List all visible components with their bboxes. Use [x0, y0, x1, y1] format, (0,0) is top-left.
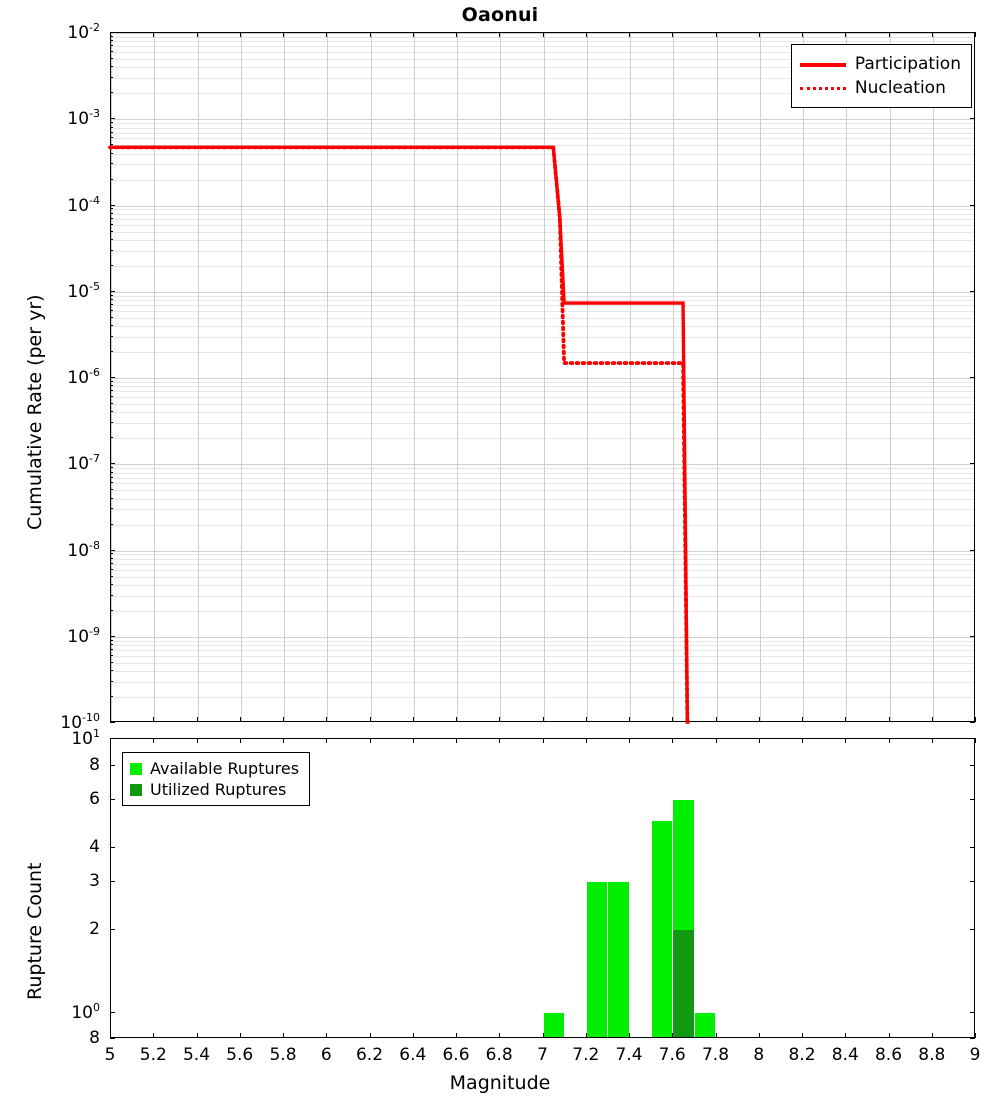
x-tick — [845, 32, 846, 37]
x-tick — [802, 738, 803, 743]
y-ticklabel: $10^{-7}$ — [67, 452, 100, 475]
x-tick — [759, 717, 760, 722]
x-tick — [240, 1033, 241, 1038]
x-tick — [932, 717, 933, 722]
y-ticklabel: $10^0$ — [71, 1000, 100, 1023]
x-ticklabel: 9 — [969, 1045, 981, 1065]
x-tick — [283, 738, 284, 743]
x-tick — [845, 717, 846, 722]
x-ticklabel: 6.2 — [355, 1045, 384, 1065]
color-swatch-icon — [130, 784, 142, 796]
x-tick — [110, 738, 111, 743]
bar-available-ruptures — [695, 1013, 716, 1039]
legend-item — [800, 76, 961, 100]
x-tick — [326, 738, 327, 743]
x-tick — [716, 32, 717, 37]
y-tick-major — [110, 1012, 115, 1013]
bar-available-ruptures — [587, 882, 608, 1038]
x-tick — [153, 738, 154, 743]
x-tick — [326, 717, 327, 722]
x-tick — [326, 32, 327, 37]
y-ticklabel: $10^1$ — [71, 727, 100, 749]
x-ticklabel: 7.8 — [701, 1045, 730, 1065]
x-ticklabel: 7 — [537, 1045, 548, 1065]
x-ticklabel: 8 — [753, 1045, 765, 1065]
y-tick-major — [110, 929, 115, 930]
y-ticklabel: 8 — [89, 754, 100, 775]
x-tick — [629, 32, 630, 37]
x-tick — [413, 1033, 414, 1038]
y-ticklabel: $10^{-5}$ — [67, 279, 100, 302]
legend-item-label: Available Ruptures — [150, 759, 300, 778]
bar-available-ruptures — [544, 1013, 565, 1039]
legend-rupture — [122, 752, 310, 806]
y-tick-major — [970, 1012, 975, 1013]
x-tick — [975, 1033, 976, 1038]
x-tick — [413, 32, 414, 37]
y-ticklabel: 8 — [89, 1028, 100, 1048]
x-tick — [197, 32, 198, 37]
y-tick-major — [970, 847, 975, 848]
x-tick — [932, 1033, 933, 1038]
x-tick — [283, 717, 284, 722]
curve-participation — [110, 147, 690, 722]
x-tick — [283, 32, 284, 37]
x-tick — [629, 1033, 630, 1038]
y-ticklabel: $10^{-3}$ — [67, 107, 100, 130]
x-tick — [110, 717, 111, 722]
page-title: Oaonui — [461, 4, 539, 26]
x-ticklabel: 5.6 — [226, 1045, 254, 1065]
curve-nucleation — [110, 147, 690, 722]
bar-available-ruptures — [652, 821, 673, 1038]
y-tick-major — [110, 799, 115, 800]
y-ticklabel: 6 — [89, 788, 100, 809]
x-tick — [499, 1033, 500, 1038]
x-tick — [759, 1033, 760, 1038]
color-swatch-icon — [130, 763, 142, 775]
x-tick — [543, 738, 544, 743]
x-ticklabel: 8.4 — [831, 1045, 859, 1065]
x-tick — [240, 738, 241, 743]
x-tick — [716, 738, 717, 743]
y-tick-major — [970, 929, 975, 930]
x-tick — [456, 738, 457, 743]
x-tick — [456, 32, 457, 37]
x-ticklabel: 6.6 — [442, 1045, 470, 1065]
x-tick — [413, 717, 414, 722]
y-tick-major — [110, 847, 115, 848]
y-tick-major — [970, 1038, 975, 1039]
x-tick — [153, 32, 154, 37]
x-ticklabel: 5.4 — [182, 1045, 211, 1065]
x-tick — [370, 32, 371, 37]
swatch — [130, 784, 142, 796]
dotted-line-icon — [800, 81, 846, 95]
x-tick — [672, 32, 673, 37]
x-tick — [672, 738, 673, 743]
x-axis-label: Magnitude — [449, 1072, 551, 1094]
x-tick — [716, 1033, 717, 1038]
x-tick — [759, 32, 760, 37]
x-tick — [413, 738, 414, 743]
x-tick — [889, 32, 890, 37]
x-tick — [629, 717, 630, 722]
line-sample — [800, 63, 846, 67]
x-tick — [499, 717, 500, 722]
x-tick — [326, 1033, 327, 1038]
x-ticklabel: 5.2 — [139, 1045, 167, 1065]
legend-item-label: Nucleation — [854, 78, 946, 98]
x-tick — [802, 717, 803, 722]
y-tick-major — [110, 1038, 115, 1039]
y-ticklabel: 2 — [89, 919, 100, 940]
y-ticklabel: 4 — [89, 836, 100, 857]
x-tick — [370, 738, 371, 743]
y-tick-major — [110, 765, 115, 766]
x-tick — [197, 1033, 198, 1038]
legend-item-label: Utilized Ruptures — [150, 780, 287, 799]
x-ticklabel: 7.2 — [572, 1045, 600, 1065]
legend-item — [800, 52, 961, 76]
y-ticklabel: $10^{-8}$ — [67, 538, 100, 561]
x-ticklabel: 8.8 — [918, 1045, 946, 1065]
x-ticklabel: 8.6 — [874, 1045, 903, 1065]
x-ticklabel: 8.2 — [788, 1045, 816, 1065]
x-tick — [586, 738, 587, 743]
x-tick — [975, 32, 976, 37]
x-tick — [802, 32, 803, 37]
legend-item-label: Participation — [854, 54, 961, 74]
y-axis-label-top: Cumulative Rate (per yr) — [24, 294, 46, 530]
x-tick — [932, 738, 933, 743]
y-ticklabel: $10^{-6}$ — [67, 366, 100, 388]
x-ticklabel: 6.4 — [399, 1045, 427, 1065]
x-tick — [889, 738, 890, 743]
x-tick — [845, 738, 846, 743]
y-ticklabel: $10^{-9}$ — [67, 624, 100, 647]
x-tick — [586, 32, 587, 37]
x-tick — [110, 32, 111, 37]
x-tick — [889, 1033, 890, 1038]
legend-item — [130, 779, 299, 800]
x-tick — [283, 1033, 284, 1038]
legend-rate — [791, 44, 972, 108]
x-tick — [889, 717, 890, 722]
x-tick — [932, 32, 933, 37]
x-tick — [499, 738, 500, 743]
x-tick — [759, 738, 760, 743]
x-tick — [197, 717, 198, 722]
x-tick — [716, 717, 717, 722]
x-ticklabel: 7.4 — [615, 1045, 643, 1065]
x-tick — [586, 717, 587, 722]
x-tick — [110, 1033, 111, 1038]
swatch — [130, 763, 142, 775]
x-ticklabel: 6 — [320, 1045, 332, 1065]
x-tick — [197, 738, 198, 743]
x-ticklabel: 6.8 — [485, 1045, 513, 1065]
y-tick-major — [970, 881, 975, 882]
y-ticklabel: $10^{-4}$ — [67, 193, 100, 216]
x-tick — [802, 1033, 803, 1038]
x-tick — [370, 717, 371, 722]
x-tick — [456, 1033, 457, 1038]
x-tick — [845, 1033, 846, 1038]
y-tick-major — [110, 881, 115, 882]
y-ticklabel: 3 — [89, 871, 100, 891]
x-tick — [499, 32, 500, 37]
bar-utilized-ruptures — [673, 930, 694, 1038]
y-tick-major — [970, 799, 975, 800]
y-ticklabel: $10^{-10}$ — [60, 711, 100, 733]
x-tick — [240, 717, 241, 722]
y-ticklabel: $10^{-2}$ — [67, 21, 100, 43]
x-ticklabel: 7.6 — [658, 1045, 686, 1065]
line-sample — [800, 87, 846, 90]
y-tick-major — [970, 765, 975, 766]
x-tick — [370, 1033, 371, 1038]
x-tick — [975, 738, 976, 743]
x-ticklabel: 5.8 — [269, 1045, 297, 1065]
x-tick — [240, 32, 241, 37]
x-tick — [975, 717, 976, 722]
x-ticklabel: 5 — [104, 1045, 116, 1065]
x-tick — [672, 717, 673, 722]
legend-item — [130, 758, 299, 779]
x-tick — [153, 1033, 154, 1038]
bar-available-ruptures — [608, 882, 629, 1038]
y-axis-label-bottom: Rupture Count — [24, 862, 46, 1000]
x-tick — [153, 717, 154, 722]
x-tick — [456, 717, 457, 722]
x-tick — [543, 32, 544, 37]
solid-line-icon — [800, 57, 846, 71]
x-tick — [629, 738, 630, 743]
x-tick — [543, 717, 544, 722]
